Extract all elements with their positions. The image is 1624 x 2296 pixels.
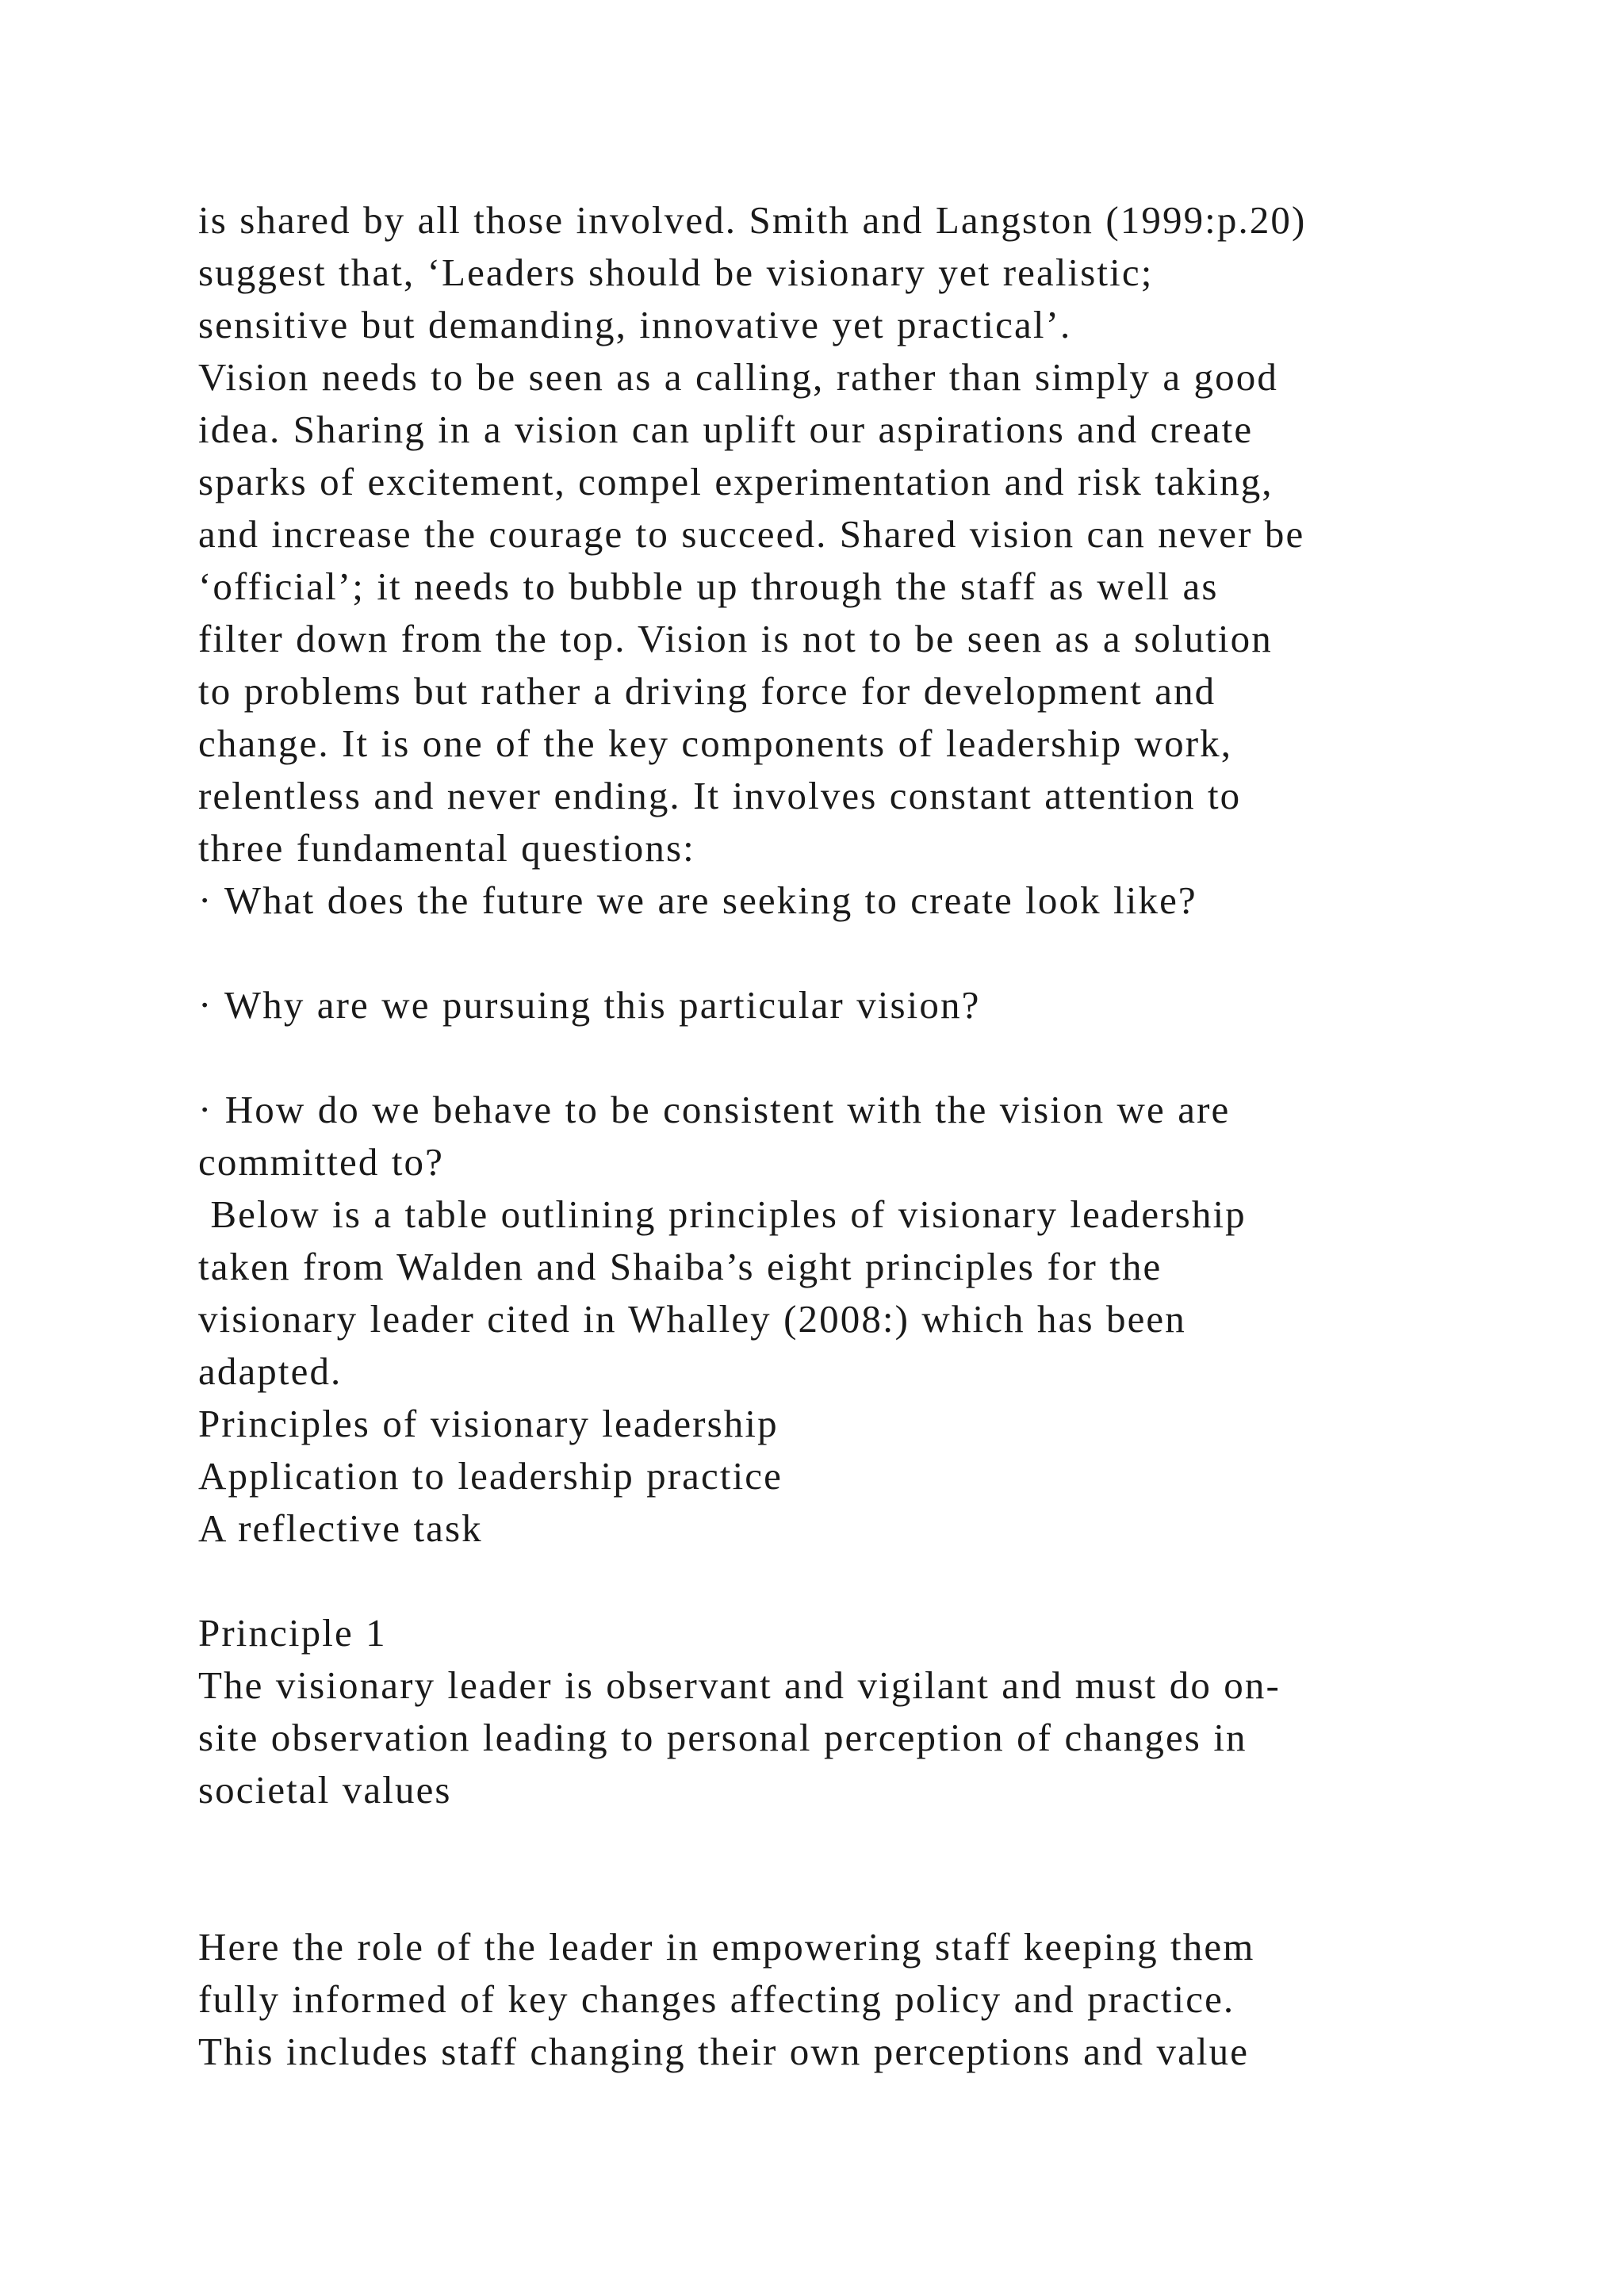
text-line: visionary leader cited in Whalley (2008:) which has been <box>198 1297 1186 1341</box>
bullet-question: · How do we behave to be consistent with the vision we are <box>198 1088 1231 1131</box>
text-line: adapted. <box>198 1349 343 1393</box>
text-line: and increase the courage to succeed. Shared vision can never be <box>198 512 1305 556</box>
text-line: change. It is one of the key components of leadership work, <box>198 721 1233 765</box>
text-line: Vision needs to be seen as a calling, rather than simply a good <box>198 355 1278 399</box>
text-line: fully informed of key changes affecting policy and practice. <box>198 1977 1235 2021</box>
document-text <box>198 194 1507 2078</box>
text-line: taken from Walden and Shaiba’s eight principles for the <box>198 1245 1162 1288</box>
table-heading: Application to leadership practice <box>198 1454 783 1498</box>
bullet-question: · What does the future we are seeking to create look like? <box>198 878 1197 922</box>
text-line: The visionary leader is observant and vigilant and must do on- <box>198 1663 1281 1707</box>
text-line: site observation leading to personal perception of changes in <box>198 1716 1247 1759</box>
blank-line <box>198 1816 1507 1869</box>
text-line: societal values <box>198 1768 452 1812</box>
text-line: committed to? <box>198 1140 444 1184</box>
text-line: This includes staff changing their own perceptions and value <box>198 2030 1250 2073</box>
text-line: idea. Sharing in a vision can uplift our aspirations and create <box>198 408 1254 451</box>
text-line: is shared by all those involved. Smith and Langston (1999:p.20) <box>198 198 1307 242</box>
text-line: sparks of excitement, compel experimentation and risk taking, <box>198 460 1274 503</box>
text-line: ‘official’; it needs to bubble up through the staff as well as <box>198 564 1219 608</box>
table-heading: Principles of visionary leadership <box>198 1402 779 1445</box>
text-line: filter down from the top. Vision is not to be seen as a solution <box>198 617 1273 660</box>
text-line: Here the role of the leader in empowering staff keeping them <box>198 1925 1255 1969</box>
text-line: Below is a table outlining principles of visionary leadership <box>198 1192 1247 1236</box>
blank-line <box>198 1869 1507 1921</box>
blank-line <box>198 1031 1507 1084</box>
bullet-question: · Why are we pursuing this particular vision? <box>198 983 981 1027</box>
text-line: sensitive but demanding, innovative yet practical’. <box>198 303 1072 346</box>
text-line: to problems but rather a driving force for development and <box>198 669 1216 713</box>
table-heading: A reflective task <box>198 1506 483 1550</box>
text-line: three fundamental questions: <box>198 826 695 870</box>
text-line: suggest that, ‘Leaders should be visionary yet realistic; <box>198 251 1154 294</box>
principle-label: Principle 1 <box>198 1611 387 1655</box>
blank-line <box>198 927 1507 979</box>
text-line: relentless and never ending. It involves constant attention to <box>198 774 1242 817</box>
blank-line <box>198 1555 1507 1607</box>
